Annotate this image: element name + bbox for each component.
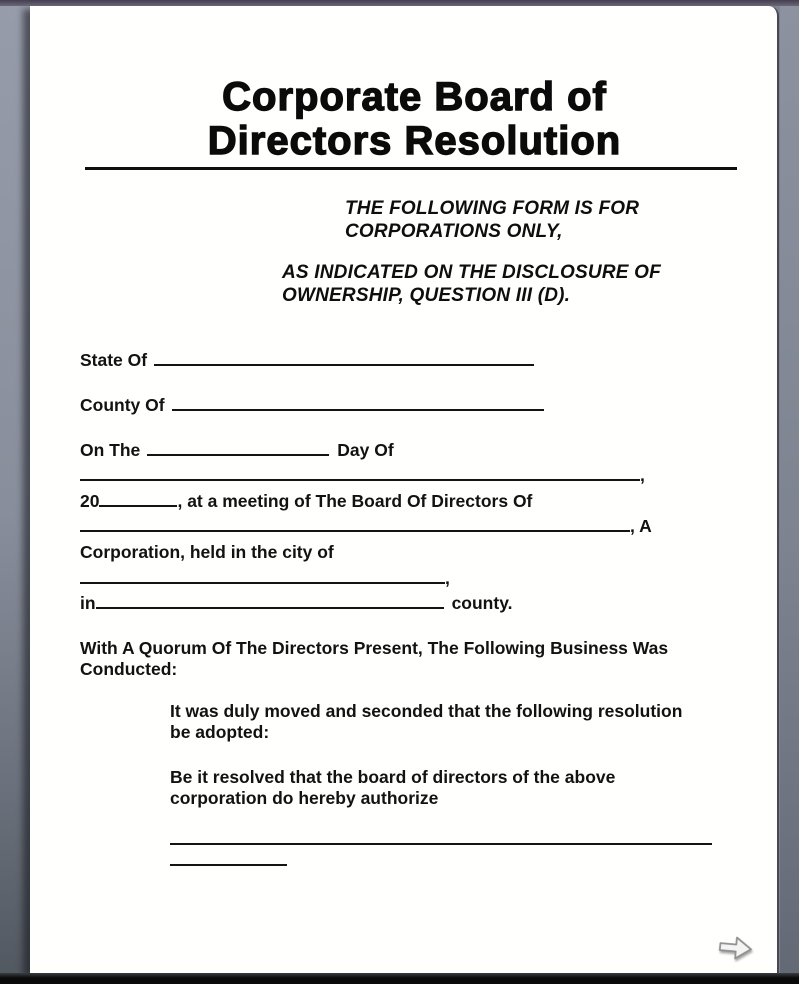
notice-corporations-only [345, 197, 735, 243]
county-suffix-label: county. [451, 593, 513, 613]
notice-corporations-line1: THE FOLLOWING FORM IS FOR [345, 198, 640, 219]
frame-top [0, 0, 799, 6]
in-county-blank-field[interactable] [96, 593, 444, 609]
page-title [94, 75, 735, 163]
frame-bottom [0, 973, 799, 984]
day-of-label: Day Of [337, 440, 394, 460]
on-the-label: On The [80, 440, 141, 460]
year-meeting-line [80, 491, 735, 512]
authorize-blank-line-1 [170, 829, 735, 850]
year-prefix-label: 20 [80, 491, 100, 511]
year-blank-field[interactable] [99, 491, 177, 507]
authorize-blank-line-2 [170, 850, 735, 871]
moved-line2: be adopted: [170, 722, 270, 742]
corporation-name-blank-line [80, 516, 735, 537]
page-title-line2: Directors Resolution [207, 119, 622, 163]
page-title-line1: Corporate Board of [222, 75, 607, 119]
resolved-line2: corporation do hereby authorize [170, 788, 439, 808]
county-blank-field[interactable] [172, 395, 544, 411]
county-label: County Of [80, 395, 165, 415]
frame-right [780, 0, 799, 984]
in-label: in [80, 593, 96, 613]
quorum-line2: Conducted: [80, 659, 178, 679]
city-blank-line [80, 568, 735, 589]
state-line [80, 350, 735, 371]
month-blank-line [80, 465, 735, 486]
resolved-paragraph [170, 767, 735, 809]
county-line [80, 395, 735, 416]
resolved-line1: Be it resolved that the board of directors of the above [170, 767, 616, 787]
form-section [80, 350, 735, 871]
notice-corporations-line2: CORPORATIONS ONLY, [345, 221, 563, 242]
authorize-blank-field-1[interactable] [170, 829, 712, 845]
state-label: State Of [80, 350, 148, 370]
authorize-blank-field-2[interactable] [170, 850, 287, 866]
document-content [30, 6, 777, 973]
title-divider [85, 167, 737, 170]
comma-text-2: , [445, 568, 450, 588]
forward-arrow-icon[interactable] [716, 931, 757, 965]
frame-left [0, 0, 30, 984]
moved-paragraph [170, 701, 735, 743]
day-line [80, 440, 735, 461]
moved-line1: It was duly moved and seconded that the following resolution [170, 701, 683, 721]
quorum-paragraph [80, 638, 735, 680]
month-blank-field[interactable] [80, 465, 640, 481]
city-blank-field[interactable] [80, 568, 445, 584]
comma-a-text: , A [630, 516, 652, 536]
state-blank-field[interactable] [154, 350, 534, 366]
comma-text: , [640, 465, 645, 485]
notice-disclosure-line1: AS INDICATED ON THE DISCLOSURE OF [282, 262, 661, 283]
document-page [30, 6, 779, 973]
corporation-name-blank-field[interactable] [80, 516, 630, 532]
corporation-city-line [80, 542, 735, 563]
quorum-line1: With A Quorum Of The Directors Present, The Following Business Was [80, 638, 669, 658]
meeting-text: , at a meeting of The Board Of Directors Of [177, 491, 533, 511]
corporation-city-text: Corporation, held in the city of [80, 542, 334, 562]
notice-disclosure-line2: OWNERSHIP, QUESTION III (D). [282, 285, 571, 306]
in-county-line [80, 593, 735, 614]
day-blank-field[interactable] [147, 440, 329, 456]
notice-disclosure [282, 261, 735, 307]
